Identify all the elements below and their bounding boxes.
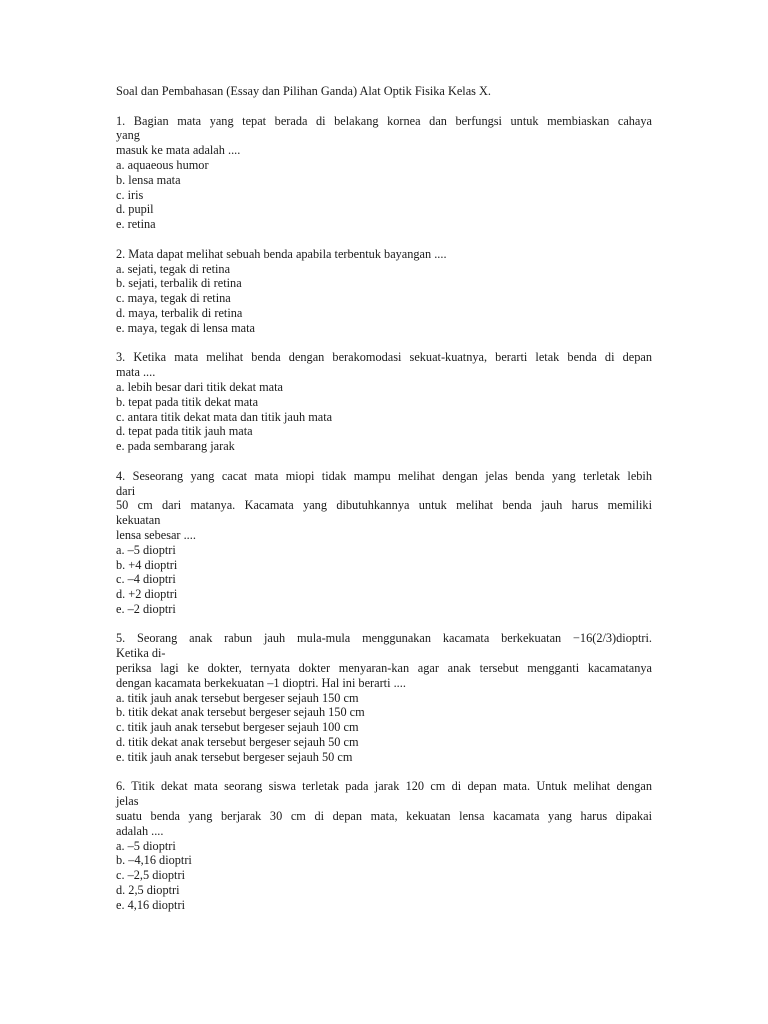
answer-option-b: b. sejati, terbalik di retina xyxy=(116,276,242,291)
answer-option-e: e. pada sembarang jarak xyxy=(116,439,235,454)
question-stem-line: 5. Seorang anak rabun jauh mula-mula menggunakan kacamata berkekuatan −16(2/3)dioptri. xyxy=(116,631,652,646)
answer-option-c: c. titik jauh anak tersebut bergeser sejauh 100 cm xyxy=(116,720,359,735)
answer-option-e: e. –2 dioptri xyxy=(116,601,176,616)
answer-option-a: a. titik jauh anak tersebut bergeser sejauh 150 cm xyxy=(116,690,359,705)
question-5 xyxy=(116,631,652,764)
question-stem-line: 2. Mata dapat melihat sebuah benda apabila terbentuk bayangan .... xyxy=(116,246,447,261)
question-2 xyxy=(116,247,652,336)
question-stem-line: masuk ke mata adalah .... xyxy=(116,143,241,158)
answer-option-a: a. lebih besar dari titik dekat mata xyxy=(116,379,283,394)
question-3 xyxy=(116,350,652,454)
answer-option-d: d. maya, terbalik di retina xyxy=(116,305,243,320)
answer-option-c: c. iris xyxy=(116,187,144,202)
question-stem-line: yang xyxy=(116,128,140,143)
answer-option-c: c. –2,5 dioptri xyxy=(116,868,185,883)
answer-option-d: d. tepat pada titik jauh mata xyxy=(116,424,253,439)
document-page xyxy=(116,84,652,927)
answer-option-c: c. maya, tegak di retina xyxy=(116,291,231,306)
answer-option-a: a. –5 dioptri xyxy=(116,838,176,853)
answer-option-b: b. titik dekat anak tersebut bergeser sejauh 150 cm xyxy=(116,705,365,720)
answer-option-e: e. retina xyxy=(116,217,156,232)
question-stem-line: periksa lagi ke dokter, ternyata dokter menyaran-kan agar anak tersebut mengganti kacamatanya xyxy=(116,661,652,676)
question-1 xyxy=(116,114,652,232)
question-stem-line: 3. Ketika mata melihat benda dengan berakomodasi sekuat-kuatnya, berarti letak benda di depan xyxy=(116,350,652,365)
question-stem-line: 4. Seseorang yang cacat mata miopi tidak mampu melihat dengan jelas benda yang terletak lebih xyxy=(116,468,652,483)
question-stem-line: lensa sebesar .... xyxy=(116,527,196,542)
answer-option-b: b. tepat pada titik dekat mata xyxy=(116,394,259,409)
answer-option-b: b. –4,16 dioptri xyxy=(116,853,192,868)
answer-option-c: c. antara titik dekat mata dan titik jauh mata xyxy=(116,409,333,424)
question-stem-line: dari xyxy=(116,483,136,498)
answer-option-e: e. 4,16 dioptri xyxy=(116,897,185,912)
answer-option-c: c. –4 dioptri xyxy=(116,572,176,587)
answer-option-d: d. titik dekat anak tersebut bergeser sejauh 50 cm xyxy=(116,735,359,750)
question-stem-line: mata .... xyxy=(116,365,156,380)
question-stem-line: 50 cm dari matanya. Kacamata yang dibutuhkannya untuk melihat benda jauh harus memiliki xyxy=(116,498,652,513)
answer-option-a: a. sejati, tegak di retina xyxy=(116,261,231,276)
answer-option-a: a. aquaeous humor xyxy=(116,157,209,172)
answer-option-d: d. 2,5 dioptri xyxy=(116,883,180,898)
question-stem-line: dengan kacamata berkekuatan –1 dioptri. Hal ini berarti .... xyxy=(116,675,406,690)
document-title: Soal dan Pembahasan (Essay dan Pilihan Ganda) Alat Optik Fisika Kelas X. xyxy=(116,84,491,98)
question-stem-line: suatu benda yang berjarak 30 cm di depan mata, kekuatan lensa kacamata yang harus dipakai xyxy=(116,809,652,824)
answer-option-e: e. maya, tegak di lensa mata xyxy=(116,320,255,335)
question-stem-line: adalah .... xyxy=(116,823,164,838)
question-4 xyxy=(116,469,652,617)
question-6 xyxy=(116,779,652,912)
question-stem-line: 6. Titik dekat mata seorang siswa terletak pada jarak 120 cm di depan mata. Untuk melihat dengan xyxy=(116,779,652,794)
answer-option-d: d. pupil xyxy=(116,202,154,217)
question-stem-line: Ketika di- xyxy=(116,646,166,661)
answer-option-b: b. lensa mata xyxy=(116,172,181,187)
answer-option-a: a. –5 dioptri xyxy=(116,542,176,557)
answer-option-b: b. +4 dioptri xyxy=(116,557,178,572)
answer-option-d: d. +2 dioptri xyxy=(116,587,178,602)
question-stem-line: jelas xyxy=(116,794,139,809)
answer-option-e: e. titik jauh anak tersebut bergeser sejauh 50 cm xyxy=(116,749,353,764)
question-stem-line: 1. Bagian mata yang tepat berada di belakang kornea dan berfungsi untuk membiaskan cahaya xyxy=(116,113,652,128)
question-stem-line: kekuatan xyxy=(116,513,161,528)
